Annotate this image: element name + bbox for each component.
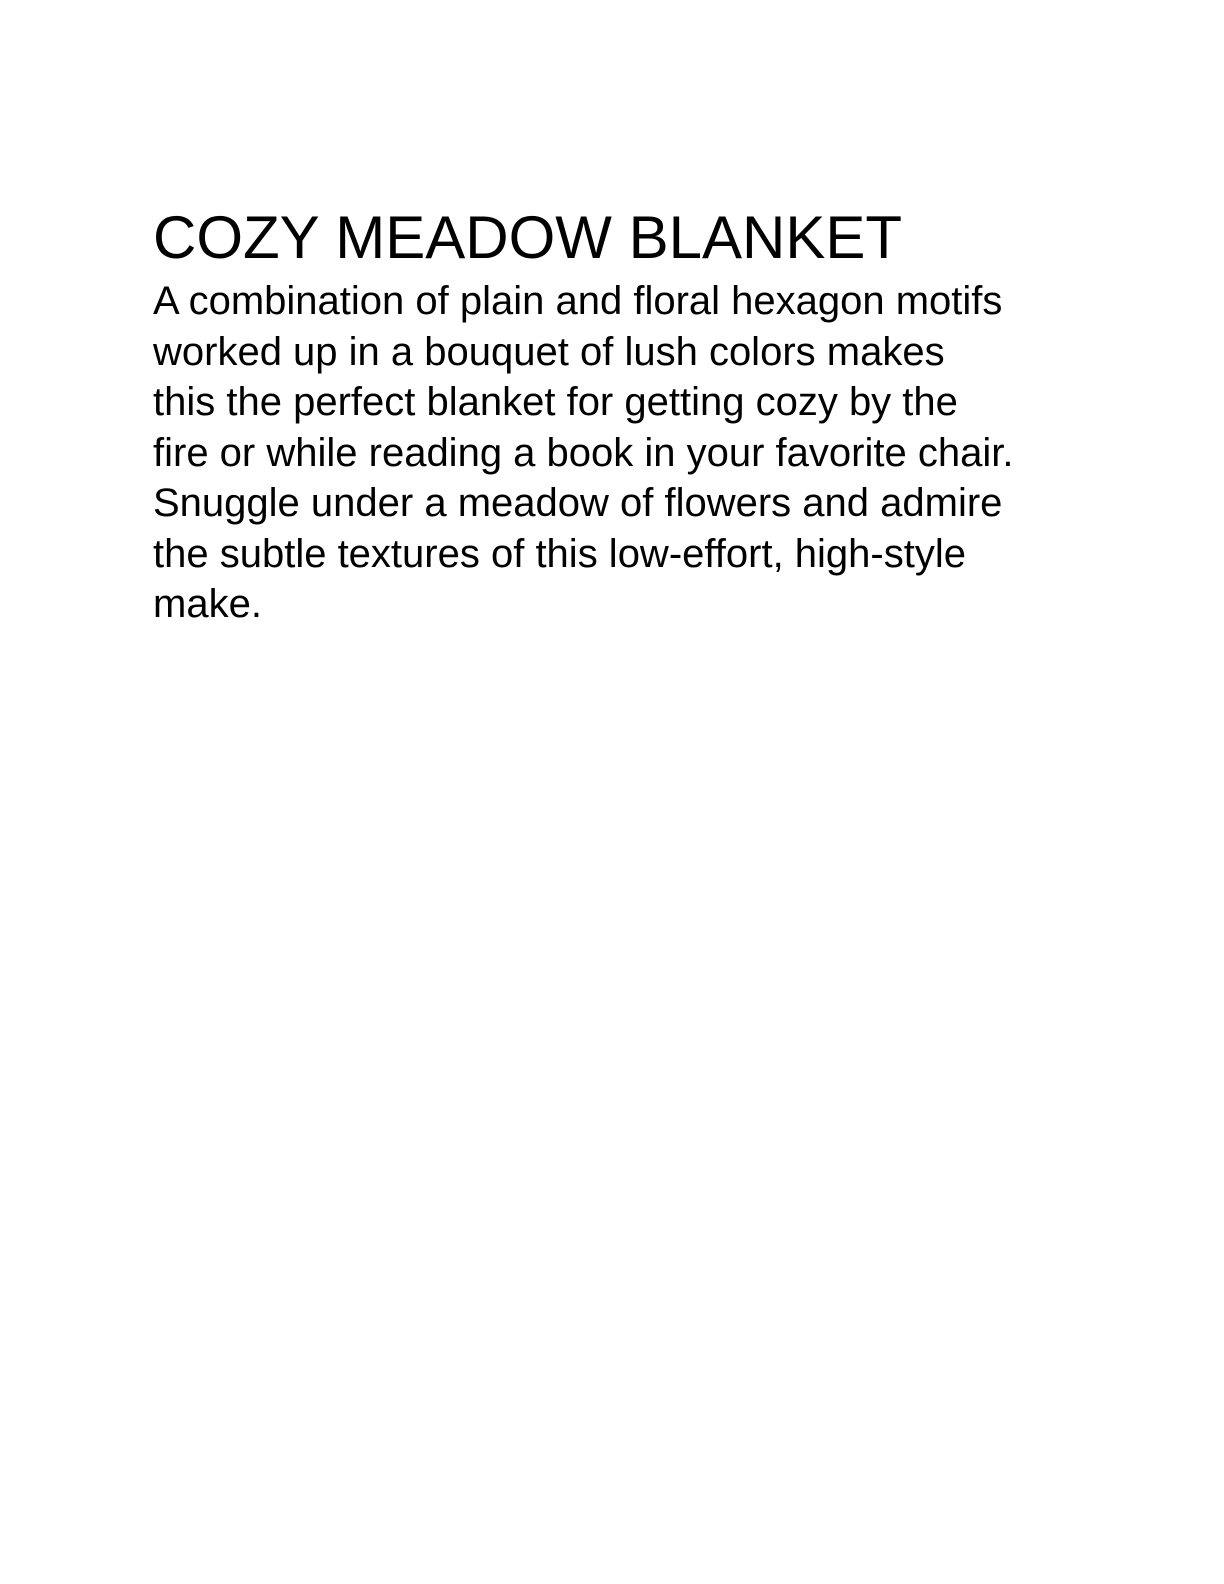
pattern-description <box>153 276 1073 630</box>
description-line: A combination of plain and floral hexagon motifs <box>153 279 1003 323</box>
pattern-intro <box>153 200 1073 630</box>
description-line: fire or while reading a book in your favorite chair. <box>153 430 1014 475</box>
description-line: Snuggle under a meadow of flowers and admire <box>153 481 1003 525</box>
description-line: make. <box>153 582 262 626</box>
description-line: worked up in a bouquet of lush colors makes <box>153 329 945 374</box>
pattern-title: COZY MEADOW BLANKET <box>153 204 903 271</box>
description-line: this the perfect blanket for getting cozy by the <box>153 380 958 424</box>
description-line: the subtle textures of this low-effort, high-style <box>153 531 966 576</box>
